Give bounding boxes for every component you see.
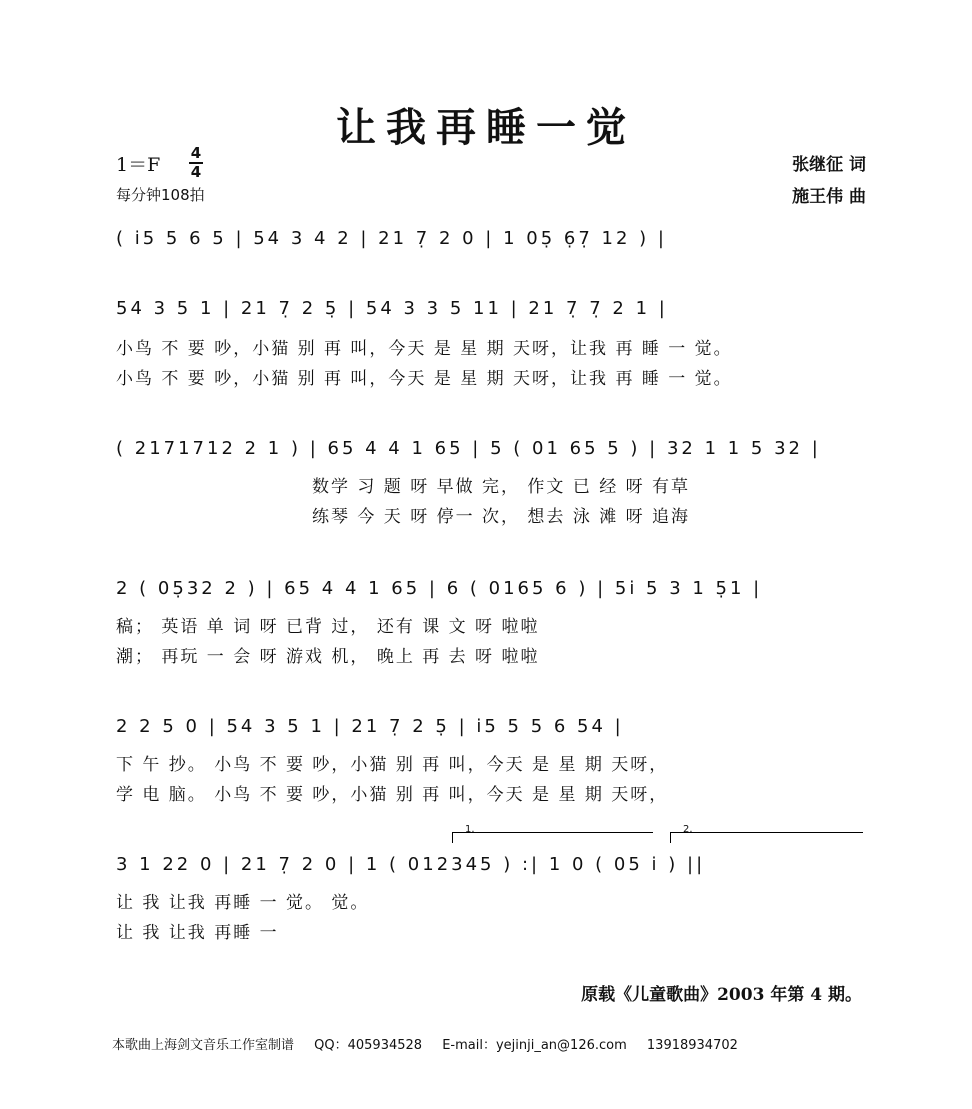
lyricist-credit: 张继征 词 [792,155,866,175]
footer-phone: 13918934702 [646,1038,738,1053]
score-line-3: ( 2171712 2 1 ) | 65 4 4 1 65 | 5 ( 01 65 5 ) | 32 1 1 5 32 | [116,438,821,459]
lyric-line-6-verse-2: 让 我 让我 再睡 一 [116,923,279,943]
score-line-4: 2 ( 05̣32 2 ) | 65 4 4 1 65 | 6 ( 0165 6 ) | 5i̇ 5 3 1 5̣1 | [116,578,763,599]
footer [112,1034,754,1053]
lyric-line-4-verse-2: 潮； 再玩 一 会 呀 游戏 机， 晚上 再 去 呀 啦啦 [116,647,540,667]
lyric-line-2-verse-2: 小鸟 不 要 吵，小猫 别 再 叫，今天 是 星 期 天呀，让我 再 睡 一 觉。 [116,369,733,389]
lyric-line-5-verse-2: 学 电 脑。 小鸟 不 要 吵，小猫 别 再 叫，今天 是 星 期 天呀， [116,785,669,805]
lyric-line-3-verse-2: 练琴 今 天 呀 停一 次， 想去 泳 滩 呀 追海 [312,507,691,527]
lyric-line-6-verse-1: 让 我 让我 再睡 一 觉。 觉。 [116,893,370,913]
score-line-1: ( i̇5 5 6 5 | 54 3 4 2 | 21 7̣ 2 0 | 1 05̣ 6̣7̣ 12 ) | [116,228,667,249]
time-signature-bottom: 4 [190,163,202,181]
tempo-marking: 每分钟108拍 [116,186,205,204]
footer-qq: QQ：405934528 [314,1038,423,1053]
lyric-line-5-verse-1: 下 午 抄。 小鸟 不 要 吵，小猫 别 再 叫，今天 是 星 期 天呀， [116,755,669,775]
volta-second-label: 2. [683,824,693,835]
volta-second-ending [670,824,863,843]
lyric-line-2-verse-1: 小鸟 不 要 吵，小猫 别 再 叫，今天 是 星 期 天呀，让我 再 睡 一 觉。 [116,339,733,359]
lyric-line-4-verse-1: 稿； 英语 单 词 呀 已背 过， 还有 课 文 呀 啦啦 [116,617,540,637]
footer-studio: 本歌曲上海剑文音乐工作室制谱 [112,1038,295,1053]
time-signature-top: 4 [190,144,202,162]
score-line-6: 3 1 22 0 | 21 7̣ 2 0 | 1 ( 012345 ) :| 1 0 ( 05 i̇ ) || [116,854,706,875]
volta-first-ending [452,824,653,843]
composer-credit: 施王伟 曲 [792,187,866,207]
song-title: 让我再睡一觉 [336,104,636,151]
time-signature [188,146,204,180]
score-line-2: 54 3 5 1 | 21 7̣ 2 5̣ | 54 3 3 5 11 | 21 7̣ 7̣ 2 1 | [116,298,668,319]
footer-email: E-mail：yejinji_an@126.com [442,1038,627,1053]
lyric-line-3-verse-1: 数学 习 题 呀 早做 完， 作文 已 经 呀 有草 [312,477,691,497]
source-note: 原载《儿童歌曲》2003 年第 4 期。 [581,985,862,1005]
key-signature: 1＝F [116,154,161,176]
score-line-5: 2 2 5 0 | 54 3 5 1 | 21 7̣ 2 5̣ | i̇5 5 5 6 54 | [116,716,624,737]
volta-first-label: 1. [465,824,475,835]
